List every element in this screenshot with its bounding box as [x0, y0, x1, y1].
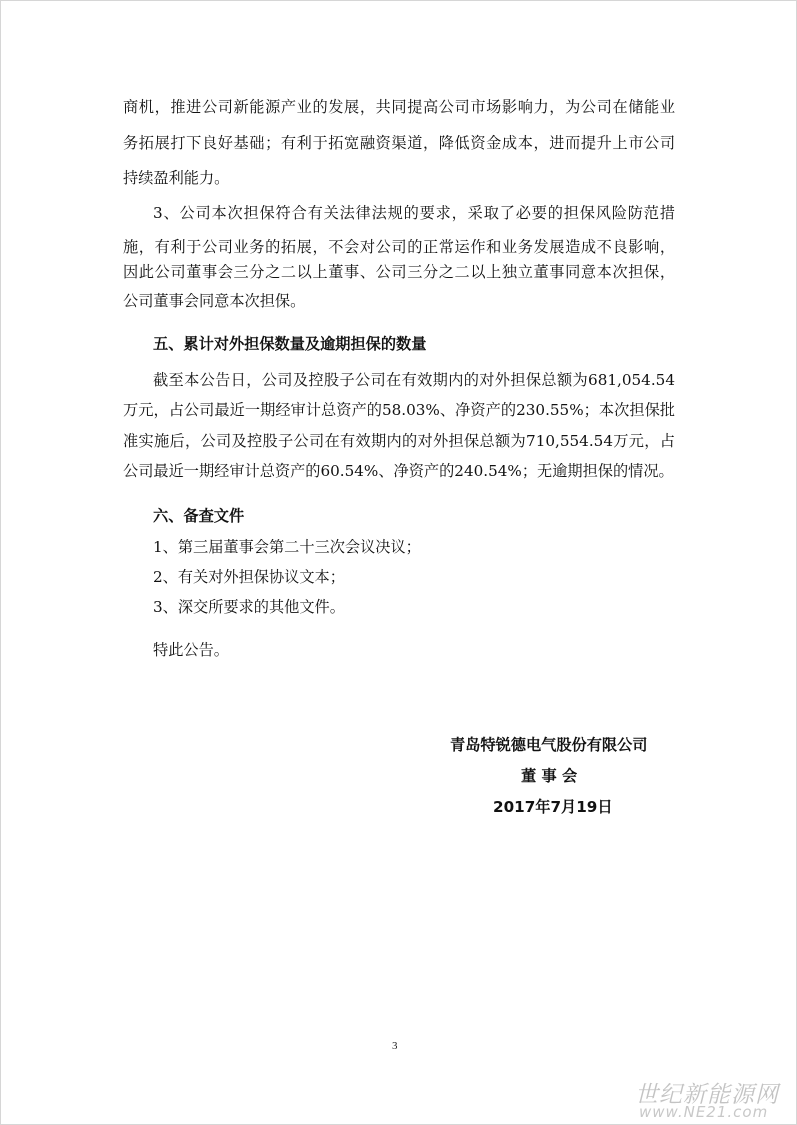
paragraph-3-line-3: 因此公司董事会三分之二以上董事、公司三分之二以上独立董事同意本次担保，	[123, 263, 675, 281]
signature-company: 青岛特锐德电气股份有限公司	[450, 736, 648, 754]
section-5-line-3: 准实施后，公司及控股子公司在有效期内的对外担保总额为710,554.54万元，占	[123, 432, 675, 450]
continuation-line-1: 商机，推进公司新能源产业的发展，共同提高公司市场影响力，为公司在储能业	[123, 98, 675, 116]
watermark-title: 世纪新能源网	[635, 1082, 779, 1108]
section-5-line-4: 公司最近一期经审计总资产的60.54%、净资产的240.54%；无逾期担保的情况。	[123, 462, 674, 480]
continuation-line-2: 务拓展打下良好基础；有利于拓宽融资渠道，降低资金成本，进而提升上市公司	[123, 134, 675, 152]
reference-item-1: 1、第三届董事会第二十三次会议决议；	[153, 538, 421, 556]
page-number: 3	[392, 1040, 398, 1052]
watermark-url: www.NE21.com	[639, 1103, 769, 1121]
paragraph-3-line-4: 公司董事会同意本次担保。	[123, 292, 306, 310]
section-6-heading: 六、备查文件	[153, 507, 245, 525]
reference-item-2: 2、有关对外担保协议文本；	[153, 568, 345, 586]
signature-board: 董 事 会	[521, 767, 578, 785]
paragraph-3-line-2: 施，有利于公司业务的拓展，不会对公司的正常运作和业务发展造成不良影响，	[123, 238, 675, 256]
section-5-line-1: 截至本公告日，公司及控股子公司在有效期内的对外担保总额为681,054.54	[153, 371, 675, 389]
section-5-heading: 五、累计对外担保数量及逾期担保的数量	[153, 335, 427, 353]
paragraph-3-line-1: 3、公司本次担保符合有关法律法规的要求，采取了必要的担保风险防范措	[153, 204, 675, 222]
closing-statement: 特此公告。	[153, 641, 229, 659]
signature-date: 2017年7月19日	[493, 798, 613, 816]
reference-item-3: 3、深交所要求的其他文件。	[153, 598, 345, 616]
watermark	[635, 1076, 795, 1124]
continuation-line-3: 持续盈利能力。	[123, 169, 230, 187]
section-5-line-2: 万元，占公司最近一期经审计总资产的58.03%、净资产的230.55%；本次担保批	[123, 401, 675, 419]
